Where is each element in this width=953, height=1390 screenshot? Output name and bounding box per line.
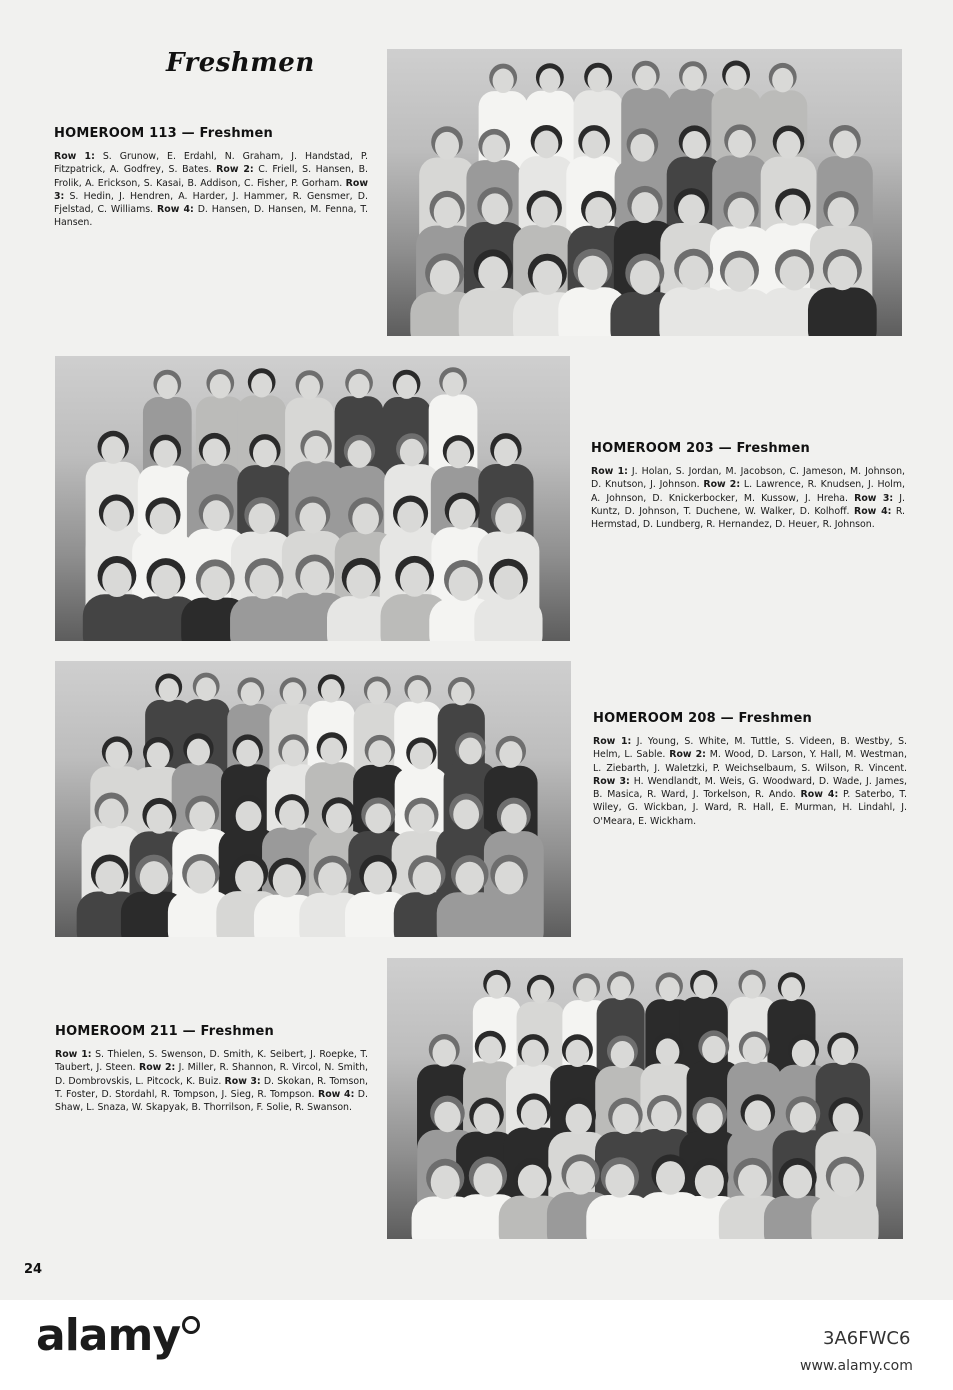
- student-face: [632, 192, 659, 223]
- student-face: [659, 977, 680, 1001]
- student-face: [449, 567, 478, 601]
- student-face: [453, 800, 479, 830]
- student-face: [582, 131, 606, 159]
- student-face: [235, 861, 264, 894]
- student-face: [299, 375, 320, 399]
- student-face: [253, 440, 277, 468]
- student-face: [651, 1101, 677, 1131]
- student-face: [743, 1037, 767, 1064]
- student-face: [534, 131, 558, 159]
- homeroom-title: HOMEROOM 208 — Freshmen: [593, 711, 812, 726]
- student-face: [151, 565, 180, 599]
- student-face: [103, 501, 130, 532]
- student-face: [210, 374, 231, 398]
- homeroom-113-class-photo: [387, 49, 902, 336]
- student-face: [95, 861, 124, 894]
- student-face: [408, 680, 428, 704]
- student-face: [320, 738, 343, 765]
- student-face: [482, 134, 506, 162]
- student-face: [349, 374, 370, 398]
- student-face: [300, 561, 329, 595]
- student-face: [318, 862, 347, 895]
- student-face: [430, 260, 460, 294]
- student-face: [140, 861, 169, 894]
- student-face: [566, 1104, 592, 1134]
- student-face: [725, 257, 755, 291]
- student-face: [449, 499, 476, 530]
- student-face: [679, 256, 709, 290]
- student-face: [533, 261, 563, 295]
- student-face: [728, 198, 755, 229]
- student-face: [828, 256, 858, 290]
- student-face: [409, 804, 435, 834]
- student-face: [473, 1104, 499, 1134]
- student-face: [612, 1104, 638, 1134]
- student-face: [348, 440, 372, 468]
- student-face: [833, 131, 857, 159]
- student-face: [494, 566, 523, 600]
- student-face: [566, 1040, 590, 1067]
- student-face: [304, 436, 328, 464]
- student-face: [150, 504, 177, 535]
- student-face: [738, 1165, 767, 1199]
- student-face: [683, 131, 707, 159]
- student-face: [321, 679, 341, 703]
- student-face: [187, 861, 216, 894]
- student-face: [656, 1038, 680, 1065]
- student-face: [518, 1165, 547, 1199]
- student-face: [833, 1103, 859, 1133]
- student-face: [745, 1100, 771, 1130]
- student-face: [693, 975, 714, 999]
- student-face: [499, 741, 522, 768]
- student-face: [830, 1163, 859, 1197]
- student-face: [368, 740, 391, 767]
- student-face: [455, 862, 484, 895]
- student-face: [656, 1161, 685, 1195]
- student-face: [326, 803, 352, 833]
- student-face: [605, 1164, 634, 1198]
- logo-mark-icon: [182, 1316, 200, 1334]
- student-face: [431, 1166, 460, 1200]
- student-face: [493, 69, 514, 94]
- student-face: [447, 441, 471, 469]
- student-face: [397, 502, 424, 533]
- student-face: [249, 503, 276, 534]
- alamy-logo: alamy: [36, 1310, 200, 1361]
- student-face: [241, 682, 261, 706]
- student-face: [410, 743, 433, 770]
- student-face: [196, 677, 216, 701]
- homeroom-203-class-photo: [55, 356, 570, 641]
- student-face: [695, 1165, 724, 1199]
- student-face: [630, 260, 660, 294]
- student-face: [725, 65, 746, 90]
- student-face: [279, 800, 305, 830]
- homeroom-title: HOMEROOM 203 — Freshmen: [591, 441, 810, 456]
- student-face: [434, 1102, 460, 1132]
- student-face: [495, 503, 522, 534]
- student-face: [99, 798, 125, 828]
- student-face: [530, 980, 551, 1004]
- student-face: [702, 1036, 726, 1063]
- student-face: [102, 563, 131, 597]
- student-face: [678, 194, 705, 225]
- student-face: [610, 976, 631, 1000]
- student-face: [501, 804, 527, 834]
- student-face: [494, 439, 518, 467]
- student-face: [154, 440, 178, 468]
- student-face: [611, 1041, 635, 1068]
- homeroom-211-class-photo: [387, 958, 903, 1239]
- student-face: [779, 195, 806, 226]
- student-face: [236, 801, 262, 831]
- student-face: [283, 682, 303, 706]
- student-face: [396, 375, 417, 399]
- student-face: [413, 862, 442, 895]
- student-face: [478, 256, 508, 290]
- student-face: [742, 975, 763, 999]
- student-face: [273, 864, 302, 897]
- student-face: [780, 256, 810, 290]
- student-face: [578, 256, 608, 290]
- homeroom-208-caption: [593, 711, 907, 828]
- student-face: [783, 1165, 812, 1199]
- homeroom-roster: Row 1: S. Grunow, E. Erdahl, N. Graham, J. Handstad, P. Fitzpatrick, A. Godfrey, S. Bates. Row 2: C. Friell, S. Hansen, B. Frolik, A. Erickson, S. Kasai, B. Addison, C. Fisher, P. Gorham. Row 3: S. Hedin, J. Hendren, A. Harder, J. Hammer, R. Gensmer, D. Fjelstad, C. Williams. Row 4: D. Hansen, D. Hansen, M. Fenna, T. Hansen.: [54, 151, 369, 229]
- student-face: [106, 742, 129, 769]
- student-face: [635, 66, 656, 91]
- homeroom-roster: Row 1: S. Thielen, S. Swenson, D. Smith, K. Seibert, J. Roepke, T. Taubert, J. Steen. Row 2: J. Miller, R. Shannon, R. Vircol, N. Smith, D. Dombrovskis, L. Pitcock, K. Buiz. Row 3: D. Skokan, R. Tomson, T. Foster, D. Stordahl, R. Tompson, J. Sieg, R. Tompson. Row 4: D. Shaw, L. Snaza, W. Skapyak, B. Thorrilson, F. Solie, R. Swanson.: [55, 1049, 369, 1114]
- student-face: [792, 1040, 816, 1067]
- student-face: [443, 372, 464, 396]
- homeroom-title: HOMEROOM 113 — Freshmen: [54, 126, 273, 141]
- student-face: [566, 1161, 595, 1195]
- site-url: www.alamy.com: [800, 1358, 913, 1374]
- student-face: [249, 565, 278, 599]
- section-title: Freshmen: [166, 48, 315, 78]
- student-face: [236, 740, 259, 767]
- student-face: [451, 682, 471, 706]
- student-face: [101, 436, 125, 464]
- student-figure: [474, 597, 542, 641]
- student-figure: [811, 1194, 878, 1239]
- student-face: [828, 197, 855, 228]
- student-face: [203, 438, 227, 466]
- student-face: [781, 977, 802, 1001]
- student-face: [682, 66, 703, 91]
- student-face: [772, 68, 793, 93]
- student-face: [479, 1036, 503, 1063]
- student-face: [146, 804, 172, 834]
- student-face: [400, 563, 429, 597]
- homeroom-roster: Row 1: J. Holan, S. Jordan, M. Jacobson, C. Jameson, M. Johnson, D. Knutson, J. Johnson. Row 2: L. Lawrence, R. Knudsen, J. Holm, A. Johnson, D. Knickerbocker, M. Kussow, J. Hreha. Row 3: J. Kuntz, D. Johnson, T. Duchene, W. Walker, D. Kolhoff. Row 4: R. Hermstad, D. Lundberg, R. Hernandez, D. Heuer, R. Johnson.: [591, 466, 906, 531]
- student-face: [531, 197, 558, 228]
- student-face: [831, 1038, 855, 1065]
- student-face: [400, 439, 424, 467]
- student-face: [147, 742, 170, 769]
- student-face: [630, 134, 654, 162]
- student-face: [539, 68, 560, 93]
- student-face: [697, 1103, 723, 1133]
- student-face: [777, 131, 801, 159]
- student-face: [585, 197, 612, 228]
- student-face: [367, 681, 387, 705]
- student-face: [521, 1040, 545, 1067]
- student-face: [432, 1039, 456, 1066]
- student-face: [495, 861, 524, 894]
- student-face: [576, 978, 597, 1002]
- student-face: [790, 1102, 816, 1132]
- student-face: [434, 197, 461, 228]
- student-face: [482, 193, 509, 224]
- image-id: 3A6FWC6: [823, 1328, 911, 1349]
- student-face: [251, 373, 272, 397]
- homeroom-113-caption: [54, 126, 368, 230]
- student-face: [203, 500, 230, 531]
- student-face: [728, 130, 752, 158]
- student-face: [189, 801, 215, 831]
- homeroom-roster: Row 1: J. Young, S. White, M. Tuttle, S. Videen, B. Westby, S. Helm, L. Sable. Row 2: M. Wood, D. Larson, Y. Hall, M. Westman, L. Ziebarth, J. Waletzki, P. Weichselbaum, S. Wilson, R. Vincent. Row 3: H. Wendlandt, M. Weis, G. Woodward, D. Wade, J. James, B. Masica, R. Ward, J. Torkelson, R. Ando. Row 4: P. Saterbo, T. Wiley, G. Wickban, J. Ward, R. Hall, E. Murman, H. Lindahl, J. O'Meara, E. Wickham.: [593, 736, 908, 827]
- student-face: [346, 565, 375, 599]
- homeroom-208-class-photo: [55, 661, 571, 937]
- student-face: [473, 1163, 502, 1197]
- student-face: [435, 132, 459, 160]
- student-face: [487, 975, 508, 999]
- homeroom-211-caption: [55, 1024, 368, 1114]
- student-figure: [476, 892, 542, 937]
- student-face: [159, 678, 179, 702]
- homeroom-title: HOMEROOM 211 — Freshmen: [55, 1024, 274, 1039]
- student-face: [364, 862, 393, 895]
- student-face: [588, 68, 609, 93]
- student-face: [299, 503, 326, 534]
- homeroom-203-caption: [591, 441, 905, 531]
- student-face: [521, 1100, 547, 1130]
- student-face: [365, 803, 391, 833]
- student-face: [157, 375, 178, 399]
- student-face: [201, 566, 230, 600]
- student-face: [352, 503, 379, 534]
- page-number: 24: [24, 1262, 43, 1277]
- student-figure: [808, 288, 877, 336]
- student-face: [459, 738, 482, 765]
- student-face: [187, 739, 210, 766]
- student-face: [282, 740, 305, 767]
